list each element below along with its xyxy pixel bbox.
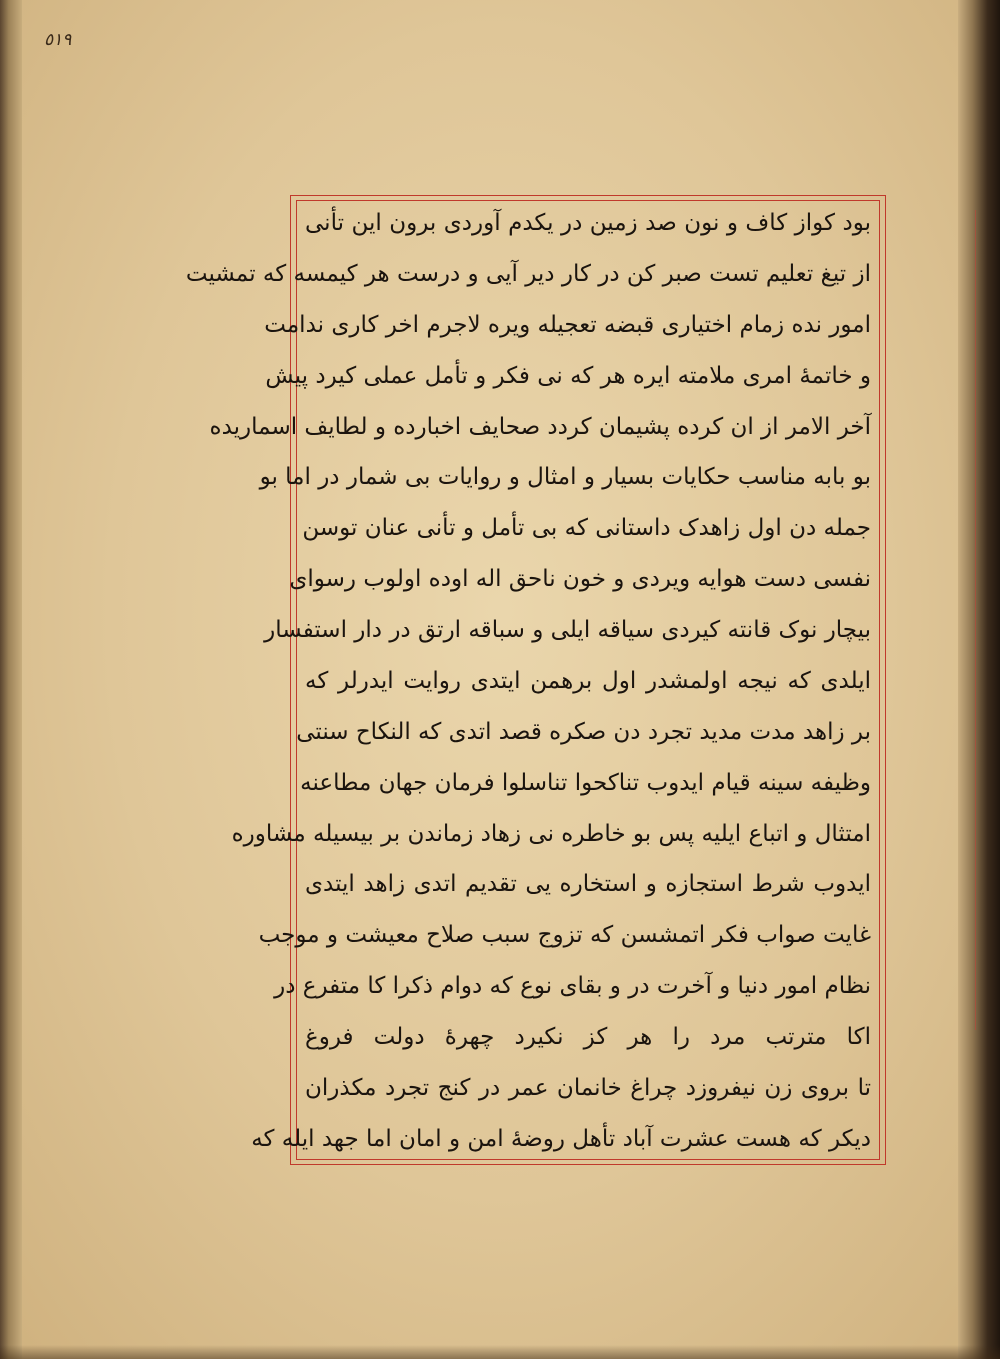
text-line: بود کواز کاف و نون صد زمین در یکدم آوردی برون این تأنی — [305, 210, 871, 236]
text-line: ایلدی که نیجه اولمشدر اول برهمن ایتدی روایت ایدرلر که — [305, 667, 871, 694]
text-line: از تیغ تعلیم تست صبر کن در کار دیر آیی و درست هر کیمسه که تمشیت — [185, 260, 871, 287]
text-line: وظیفه سینه قیام ایدوب تناکحوا تناسلوا فرمان جهان مطاعنه — [300, 769, 871, 796]
text-line: اکا مترتب مرد را هر کز نکیرد چهرهٔ دولت فروغ — [305, 1024, 871, 1050]
text-line: ایدوب شرط استجازه و استخاره یی تقدیم اتدی زاهد ایتدی — [305, 871, 871, 898]
text-line: بیچار نوک قانته کیردی سیاقه ایلی و سباقه ارتق در دار استفسار — [264, 617, 871, 643]
text-line: تا بروی زن نیفروزد چراغ خانمان عمر در کنج تجرد مکذران — [305, 1074, 871, 1101]
text-line: بو بابه مناسب حکایات بسیار و امثال و روایات بی شمار در اما بو — [259, 464, 871, 491]
text-line: و خاتمهٔ امری ملامته ایره هر که نی فکر و تأمل عملی کیرد پیش — [265, 362, 871, 389]
text-line: نظام امور دنیا و آخرت در و بقای نوع که دوام ذکرا کا متفرع در — [274, 973, 871, 1000]
facing-page-rule — [975, 210, 990, 1030]
text-line: دیکر که هست عشرت آباد تأهل روضهٔ امن و امان اما جهد ایله که — [251, 1125, 871, 1152]
page-gutter-edge — [0, 0, 22, 1359]
text-line: جمله دن اول زاهدک داستانی که بی تأمل و تأنی عنان توسن — [302, 515, 871, 542]
text-line: نفسی دست هوایه ویردی و خون ناحق اله اوده اولوب رسوای — [289, 566, 871, 593]
text-block — [185, 208, 871, 1154]
page-bottom-edge — [0, 1345, 1000, 1359]
text-line: امتثال و اتباع ایلیه پس بو خاطره نی زهاد زماندن بر بیسیله مشاوره — [231, 820, 871, 847]
text-line: غایت صواب فکر اتمشسن که تزوج سبب صلاح معیشت و موجب — [258, 922, 871, 949]
folio-number: ٥١٩ — [44, 30, 72, 50]
text-line: امور نده زمام اختیاری قبضه تعجیله ویره لاجرم اخر کاری ندامت — [264, 311, 871, 338]
text-line: آخر الامر از ان کرده پشیمان کردد صحایف اخبارده و لطایف اسماریده — [209, 413, 871, 440]
text-line: بر زاهد مدت مدید تجرد دن صکره قصد اتدی که النکاح سنتی — [296, 718, 871, 745]
